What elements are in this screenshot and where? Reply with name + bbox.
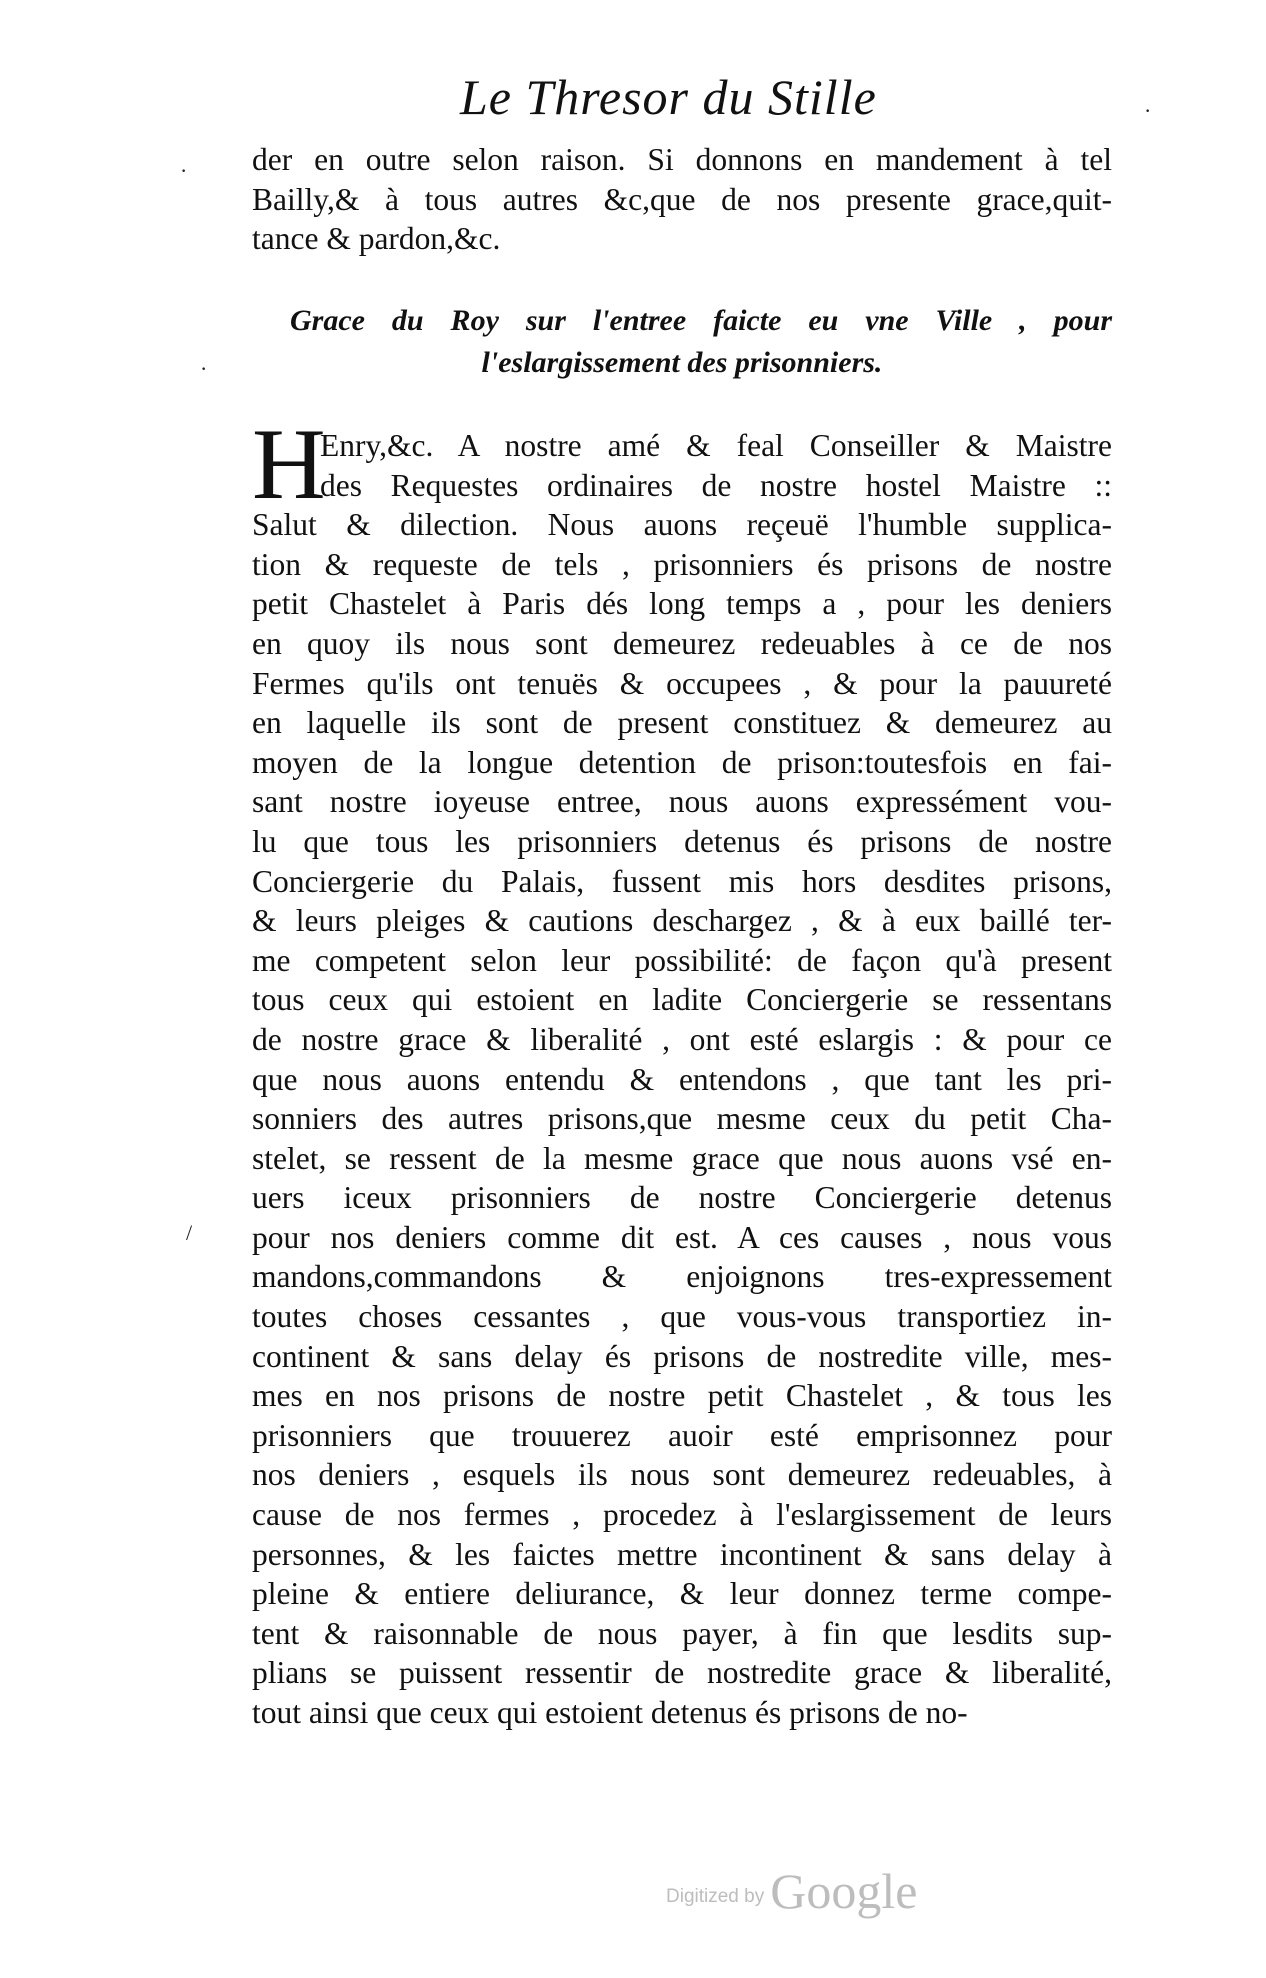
text-line: en quoy ils nous sont demeurez redeuables à ce de nos	[252, 625, 1112, 661]
drop-cap: H	[252, 408, 326, 521]
text-line: sonniers des autres prisons,que mesme ceux du petit Cha-	[252, 1101, 1112, 1137]
text-line: pleine & entiere deliurance, & leur donnez terme compe-	[252, 1576, 1112, 1612]
text-line: cause de nos fermes , procedez à l'eslargissement de leurs	[252, 1497, 1112, 1533]
section-heading-line-1: Grace du Roy sur l'entree faicte eu vne Ville , pour	[290, 304, 1112, 337]
text-line: prisonniers que trouuerez auoir esté emprisonnez pour	[252, 1417, 1112, 1453]
digitized-watermark	[666, 1862, 917, 1920]
section-heading-line-2: l'eslargissement des prisonniers.	[481, 346, 883, 379]
text-line: mes en nos prisons de nostre petit Chastelet , & tous les	[252, 1378, 1112, 1414]
text-line: toutes choses cessantes , que vous-vous transportiez in-	[252, 1299, 1112, 1335]
text-line: plians se puissent ressentir de nostredite grace & liberalité,	[252, 1655, 1112, 1691]
text-line: Fermes qu'ils ont tenuës & occupees , & pour la pauureté	[252, 665, 1112, 701]
running-head: Le Thresor du Stille	[460, 69, 877, 125]
text-line: tout ainsi que ceux qui estoient detenus és prisons de no-	[252, 1695, 968, 1730]
text-line: tent & raisonnable de nous payer, à fin que lesdits sup-	[252, 1615, 1112, 1651]
text-line: sant nostre ioyeuse entree, nous auons expressément vou-	[252, 784, 1112, 820]
text-line: tion & requeste de tels , prisonniers és prisons de nostre	[252, 546, 1112, 582]
text-line: stelet, se ressent de la mesme grace que nous auons vsé en-	[252, 1140, 1112, 1176]
text-line: que nous auons entendu & entendons , que tant les pri-	[252, 1061, 1112, 1097]
body-paragraph	[252, 408, 1112, 1733]
text-line: Bailly,& à tous autres &c,que de nos presente grace,quit-	[252, 181, 1112, 217]
text-line: petit Chastelet à Paris dés long temps a , pour les deniers	[252, 586, 1112, 622]
text-line: pour nos deniers comme dit est. A ces causes , nous vous	[252, 1219, 1112, 1255]
section-heading	[252, 300, 1112, 384]
text-line: personnes, & les faictes mettre incontinent & sans delay à	[252, 1536, 1112, 1572]
text-line: & leurs pleiges & cautions deschargez , & à eux baillé ter-	[252, 903, 1112, 939]
text-line: des Requestes ordinaires de nostre hostel Maistre ::	[320, 467, 1112, 503]
margin-dot: ·	[180, 158, 188, 183]
margin-dot: ·	[1144, 98, 1152, 123]
text-line: lu que tous les prisonniers detenus és prisons de nostre	[252, 823, 1112, 859]
text-line: mandons,commandons & enjoignons tres-expressement	[252, 1259, 1112, 1295]
text-line: Conciergerie du Palais, fussent mis hors desdites prisons,	[252, 863, 1112, 899]
text-line: Salut & dilection. Nous auons reçeuë l'humble supplica-	[252, 507, 1112, 543]
watermark-prefix: Digitized by	[666, 1886, 765, 1907]
text-line: uers iceux prisonniers de nostre Conciergerie detenus	[252, 1180, 1112, 1216]
text-line: continent & sans delay és prisons de nostredite ville, mes-	[252, 1338, 1112, 1374]
text-line: tance & pardon,&c.	[252, 221, 501, 257]
text-line: moyen de la longue detention de prison:toutesfois en fai-	[252, 744, 1112, 780]
text-line: tous ceux qui estoient en ladite Conciergerie se ressentans	[252, 982, 1112, 1018]
text-line: nos deniers , esquels ils nous sont demeurez redeuables, à	[252, 1457, 1112, 1493]
google-logo: Google	[770, 1863, 918, 1919]
text-line: Enry,&c. A nostre amé & feal Conseiller & Maistre	[320, 428, 1112, 463]
text-line: me competent selon leur possibilité: de façon qu'à present	[252, 942, 1112, 978]
text-line: der en outre selon raison. Si donnons en mandement à tel	[252, 142, 1112, 177]
margin-dot: ·	[200, 356, 208, 381]
text-line: de nostre grace & liberalité , ont esté eslargis : & pour ce	[252, 1021, 1112, 1057]
continuation-paragraph	[252, 140, 1112, 259]
margin-tick: /	[186, 1220, 193, 1245]
text-line: en laquelle ils sont de present constituez & demeurez au	[252, 705, 1112, 741]
